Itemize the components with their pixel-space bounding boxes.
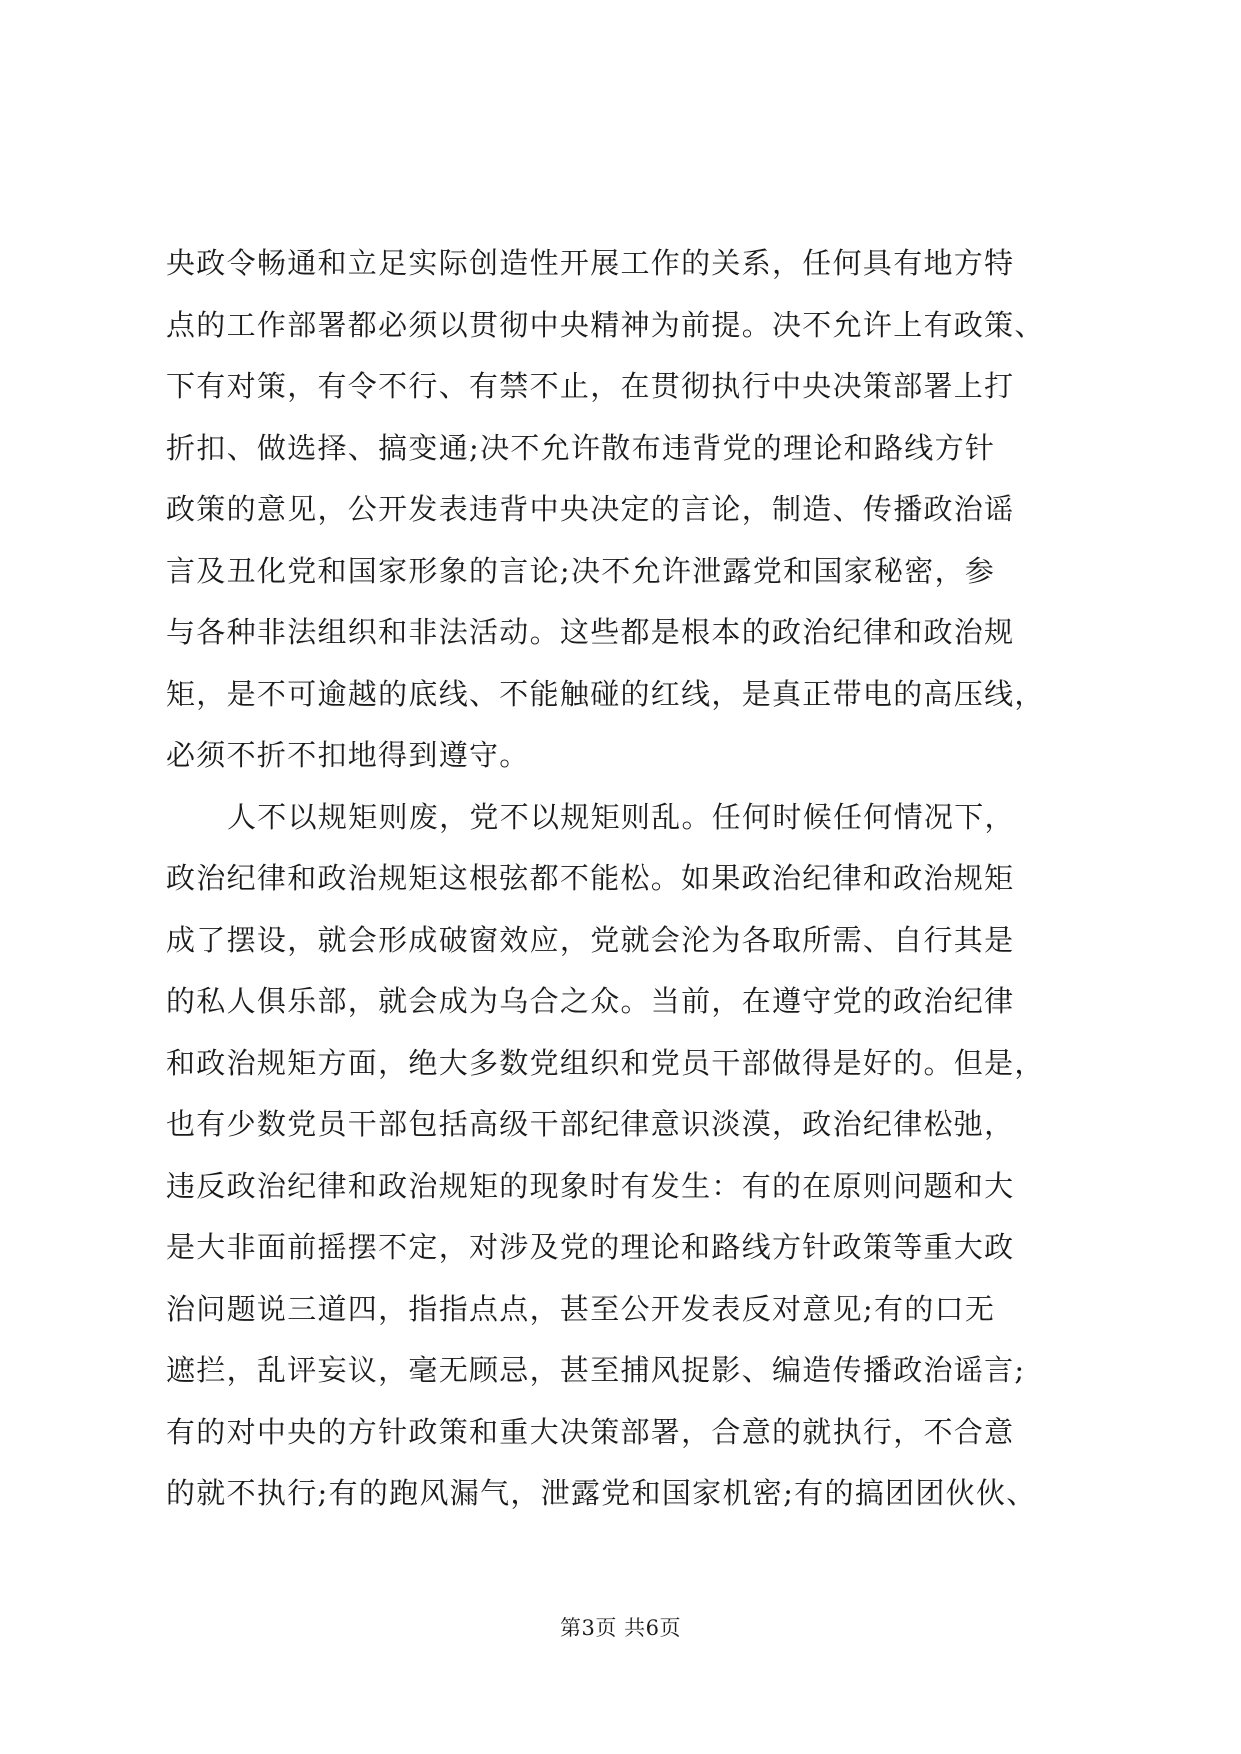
paragraph-2 (166, 787, 1126, 1525)
text-line: 和政治规矩方面，绝大多数党组织和党员干部做得是好的。但是， (166, 1045, 1045, 1080)
text-line: 的私人俱乐部，就会成为乌合之众。当前，在遵守党的政治纪律 (166, 984, 1015, 1018)
text-line: 矩，是不可逾越的底线、不能触碰的红线，是真正带电的高压线， (166, 676, 1045, 711)
text-line: 政策的意见，公开发表违背中央决定的言论，制造、传播政治谣 (166, 492, 1015, 526)
text-line: 央政令畅通和立足实际创造性开展工作的关系，任何具有地方特 (166, 246, 1015, 280)
text-line: 必须不折不扣地得到遵守。 (166, 738, 530, 772)
text-line: 人不以规矩则废，党不以规矩则乱。任何时候任何情况下， (227, 799, 1015, 834)
paragraph-1 (166, 233, 1126, 787)
text-line: 是大非面前摇摆不定，对涉及党的理论和路线方针政策等重大政 (166, 1230, 1015, 1264)
page-number-footer: 第3页 共6页 (560, 1616, 681, 1640)
text-line: 下有对策，有令不行、有禁不止，在贯彻执行中央决策部署上打 (166, 369, 1015, 403)
document-body (166, 233, 1126, 1525)
text-line: 遮拦，乱评妄议，毫无顾忌，甚至捕风捉影、编造传播政治谣言; (166, 1353, 1026, 1387)
text-line: 折扣、做选择、搞变通;决不允许散布违背党的理论和路线方针 (166, 430, 996, 465)
text-line: 违反政治纪律和政治规矩的现象时有发生：有的在原则问题和大 (166, 1168, 1015, 1203)
text-line: 治问题说三道四，指指点点，甚至公开发表反对意见;有的口无 (166, 1291, 996, 1326)
text-line: 成了摆设，就会形成破窗效应，党就会沦为各取所需、自行其是 (166, 922, 1015, 957)
text-line: 言及丑化党和国家形象的言论;决不允许泄露党和国家秘密，参 (166, 553, 996, 588)
text-line: 也有少数党员干部包括高级干部纪律意识淡漠，政治纪律松弛， (166, 1107, 1015, 1141)
text-line: 政治纪律和政治规矩这根弦都不能松。如果政治纪律和政治规矩 (166, 861, 1015, 895)
text-line: 与各种非法组织和非法活动。这些都是根本的政治纪律和政治规 (166, 615, 1015, 649)
text-line: 的就不执行;有的跑风漏气，泄露党和国家机密;有的搞团团伙伙、 (166, 1476, 1037, 1510)
text-line: 有的对中央的方针政策和重大决策部署，合意的就执行，不合意 (166, 1414, 1015, 1449)
text-line: 点的工作部署都必须以贯彻中央精神为前提。决不允许上有政策、 (166, 307, 1045, 342)
